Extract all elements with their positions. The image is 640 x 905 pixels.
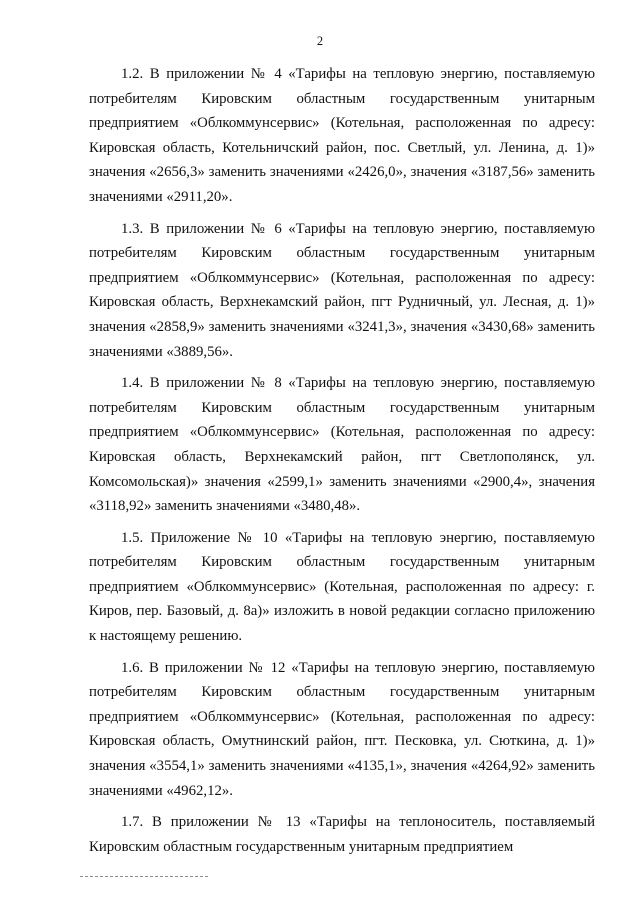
paragraph-1-5: 1.5. Приложение № 10 «Тарифы на тепловую энергию, поставляемую потребителям Кировским областным государственным унитарным предприятием «Облкоммунсервис» (Котельная, расположенная по адресу: г. Киров, пер. Базовый, д. 8а)» изложить в новой редакции согласно приложению к настоящему решению. [89,529,595,645]
paragraph-1-2: 1.2. В приложении № 4 «Тарифы на тепловую энергию, поставляемую потребителям Кировским областным государственным унитарным предприятием «Облкоммунсервис» (Котельная, расположенная по адресу: Кировская область, Котельничский район, пос. Светлый, ул. Ленина, д. 1)» значения «2656,3» заменить значениями «2426,0», значения «3187,56» заменить значениями «2911,20». [89,66,595,205]
footer-dashed-line [80,876,208,877]
paragraph-1-4: 1.4. В приложении № 8 «Тарифы на тепловую энергию, поставляемую потребителям Кировским областным государственным унитарным предприятием «Облкоммунсервис» (Котельная, расположенная по адресу: Кировская область, Верхнекамский район, пгт Светлополянск, ул. Комсомольская)» значения «2599,1» заменить значениями «2900,4», значения «3118,92» заменить значениями «3480,48». [89,375,595,515]
paragraph-1-3: 1.3. В приложении № 6 «Тарифы на тепловую энергию, поставляемую потребителям Кировским областным государственным унитарным предприятием «Облкоммунсервис» (Котельная, расположенная по адресу: Кировская область, Верхнекамский район, пгт Рудничный, ул. Лесная, д. 1)» значения «2858,9» заменить значениями «3241,3», значения «3430,68» заменить значениями «3889,56». [89,220,595,360]
paragraph-1-6: 1.6. В приложении № 12 «Тарифы на тепловую энергию, поставляемую потребителям Кировским областным государственным унитарным предприятием «Облкоммунсервис» (Котельная, расположенная по адресу: Кировская область, Омутнинский район, пгт. Песковка, ул. Сюткина, д. 1)» значения «3554,1» заменить значениями «4135,1», значения «4264,92» заменить значениями «4962,12». [89,659,595,799]
document-body [89,62,595,859]
paragraph-1-7: 1.7. В приложении № 13 «Тарифы на теплоноситель, поставляемый Кировским областным государственным унитарным предприятием [89,814,595,855]
page-number: 2 [316,34,324,48]
